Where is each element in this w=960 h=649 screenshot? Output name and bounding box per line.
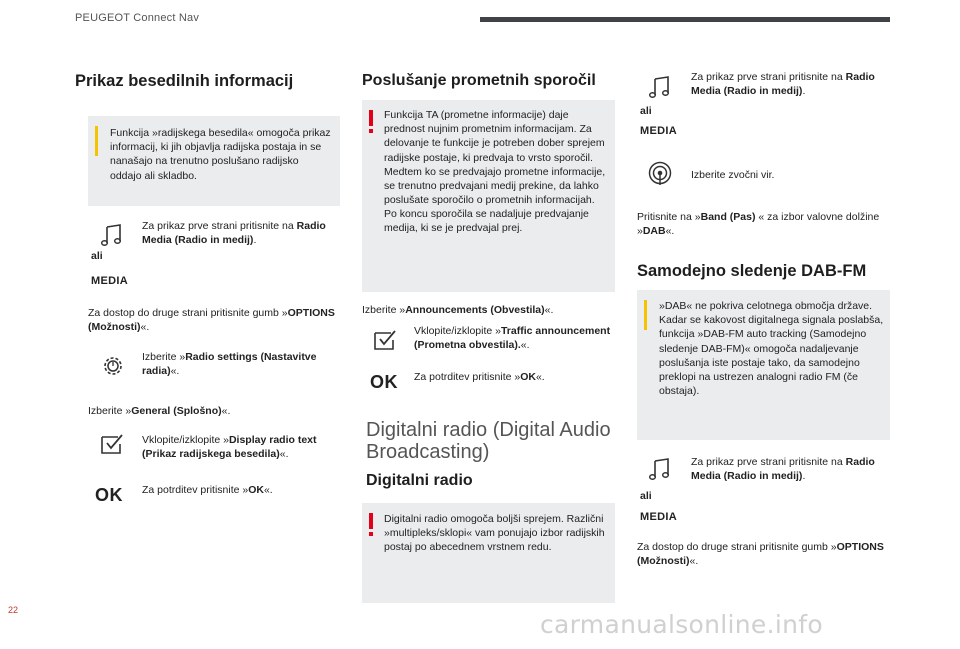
media-button-label: MEDIA bbox=[640, 125, 677, 137]
music-note-icon bbox=[647, 74, 673, 100]
header-rule bbox=[480, 17, 890, 22]
gear-icon bbox=[100, 353, 126, 379]
ok-label: OK bbox=[95, 485, 123, 505]
ok-label: OK bbox=[370, 372, 398, 392]
section-heading-dab-fm: Samodejno sledenje DAB-FM bbox=[637, 262, 867, 280]
section-heading-traffic: Poslušanje prometnih sporočil bbox=[362, 72, 596, 89]
warning-marker bbox=[369, 110, 373, 126]
ali-label: ali bbox=[91, 250, 103, 262]
info-text: »DAB« ne pokriva celotnega območja države. Kadar se kakovost digitalnega signala poslabša, funkcija »DAB-FM auto tracking (Samodejno sledenje DAB-FM)« omogoča nadaljevanje poslušanja iste postaje tako, da samodejno preklopi na ustrezen analogni radio FM (če obstaja). bbox=[659, 300, 884, 398]
step-radio-media: Za prikaz prve strani pritisnite na Radio Media (Radio in medij). bbox=[691, 71, 875, 98]
step-options: Za dostop do druge strani pritisnite gumb »OPTIONS (Možnosti)«. bbox=[637, 541, 884, 568]
step-radio-settings: Izberite »Radio settings (Nastavitve radia)«. bbox=[142, 351, 317, 378]
page-number: 22 bbox=[8, 605, 19, 615]
step-radio-media: Za prikaz prve strani pritisnite na Radio Media (Radio in medij). bbox=[142, 220, 326, 247]
subheading-digital-radio: Digitalni radio bbox=[366, 472, 473, 489]
music-note-icon bbox=[99, 222, 125, 248]
info-text: Funkcija »radijskega besedila« omogoča prikaz informacij, ki jih objavlja radijska postaja in se nanašajo na trenutno poslušano radijsko oddajo ali skladbo. bbox=[110, 127, 331, 182]
step-radio-media: Za prikaz prve strani pritisnite na Radio Media (Radio in medij). bbox=[691, 456, 875, 483]
warning-box-dab bbox=[362, 503, 615, 603]
step-band: Pritisnite na »Band (Pas) « za izbor valovne dolžine »DAB«. bbox=[637, 211, 880, 238]
music-note-icon bbox=[647, 456, 673, 482]
media-button-label: MEDIA bbox=[91, 275, 128, 287]
warning-text: Funkcija TA (prometne informacije) daje prednost nujnim prometnim informacijam. Za delovanje te funkcije je potreben dober sprejem radijske postaje, ki predvaja to vrsto sporočil. Medtem ko se predvajajo prometne informacije, se trenutno predvajani medij prekine, da lahko poslušate sporočilo o prometnih informacijah. Po koncu sporočila se nadaljuje predvajanje medija, ki se je predvajal prej. bbox=[384, 109, 606, 235]
ali-label: ali bbox=[640, 490, 652, 502]
ali-label: ali bbox=[640, 105, 652, 117]
checkbox-icon bbox=[372, 327, 398, 353]
step-confirm-ok: Za potrditev pritisnite »OK«. bbox=[142, 484, 273, 496]
step-traffic-announcement: Vklopite/izklopite »Traffic announcement (Prometna obvestila).«. bbox=[414, 325, 611, 352]
step-general: Izberite »General (Splošno)«. bbox=[88, 405, 231, 417]
step-display-radio-text: Vklopite/izklopite »Display radio text (Prikaz radijskega besedila)«. bbox=[142, 434, 317, 461]
running-header: PEUGEOT Connect Nav bbox=[75, 12, 200, 24]
info-marker bbox=[644, 300, 647, 330]
checkbox-icon bbox=[99, 431, 125, 457]
step-confirm-ok: Za potrditev pritisnite »OK«. bbox=[414, 371, 545, 383]
info-marker bbox=[95, 126, 98, 156]
info-box-dab-fm bbox=[637, 290, 890, 440]
media-button-label: MEDIA bbox=[640, 511, 677, 523]
chapter-heading-dab: Digitalni radio (Digital Audio Broadcasting) bbox=[366, 419, 611, 463]
warning-text: Digitalni radio omogoča boljši sprejem. Različni »multipleks/sklopi« vam ponujajo izbor radijskih postaj po abecednem vrstnem redu. bbox=[384, 513, 605, 554]
step-select-source: Izberite zvočni vir. bbox=[691, 169, 775, 181]
step-announcements: Izberite »Announcements (Obvestila)«. bbox=[362, 304, 554, 316]
warning-box-traffic bbox=[362, 100, 615, 292]
warning-marker bbox=[369, 513, 373, 529]
radio-icon bbox=[647, 160, 673, 186]
info-box bbox=[88, 116, 340, 206]
watermark: carmanualsonline.info bbox=[540, 610, 823, 639]
step-options: Za dostop do druge strani pritisnite gumb »OPTIONS (Možnosti)«. bbox=[88, 307, 335, 334]
section-heading-text-info: Prikaz besedilnih informacij bbox=[75, 72, 294, 90]
